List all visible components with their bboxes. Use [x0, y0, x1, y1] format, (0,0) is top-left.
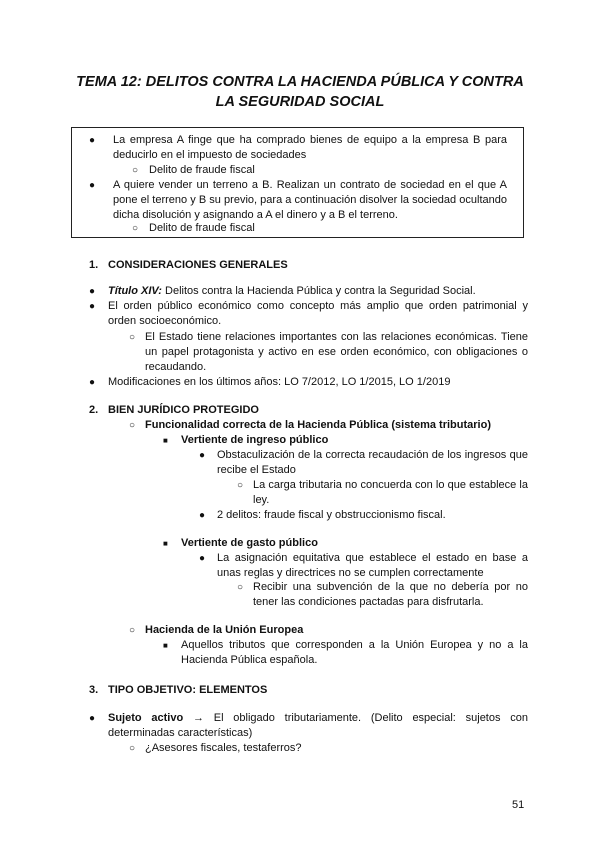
bullet-dot-icon: ●	[89, 286, 96, 297]
bullet-dot-icon: ●	[89, 180, 96, 191]
page-number: 51	[512, 799, 525, 811]
bullet-dot-icon: ●	[89, 301, 96, 312]
bullet-dot-icon: ●	[199, 553, 206, 564]
ingreso-bullet-2: 2 delitos: fraude fiscal y obstruccionismo fiscal.	[217, 509, 446, 521]
ingreso-bullet-1-sub: La carga tributaria no concuerda con lo que establece la ley.	[253, 479, 528, 506]
box-item-2: A quiere vender un terreno a B. Realizan un contrato de sociedad en el que A pone el terreno y B su previo, para a continuación disolver la sociedad ocultando dicha disolución y asignando a A el dinero y a B el terreno.	[113, 179, 507, 221]
bullet-circle-icon: ○	[237, 582, 244, 593]
section-3-heading: TIPO OBJETIVO: ELEMENTOS	[108, 684, 268, 696]
bullet-circle-icon: ○	[132, 165, 139, 176]
section-2-heading: BIEN JURÍDICO PROTEGIDO	[108, 404, 259, 416]
bullet-circle-icon: ○	[237, 480, 244, 491]
sujeto-label: Sujeto activo	[108, 712, 184, 724]
ue-heading: Hacienda de la Unión Europea	[145, 624, 304, 636]
bullet-circle-icon: ○	[129, 743, 136, 754]
bullet-dot-icon: ●	[199, 510, 206, 521]
gasto-heading: Vertiente de gasto público	[181, 537, 318, 549]
box-item-1: La empresa A finge que ha comprado bienes de equipo a la empresa B para deducirlo en el impuesto de sociedades	[113, 134, 507, 161]
bullet-square-icon: ■	[163, 436, 168, 445]
section-1-heading: CONSIDERACIONES GENERALES	[108, 259, 288, 271]
title-line-2: LA SEGURIDAD SOCIAL	[215, 94, 385, 110]
box-item-2-sub: Delito de fraude fiscal	[149, 222, 255, 234]
bullet-dot-icon: ●	[89, 377, 96, 388]
funcionalidad-heading: Funcionalidad correcta de la Hacienda Pública (sistema tributario)	[145, 419, 491, 431]
box-item-1-sub: Delito de fraude fiscal	[149, 164, 255, 176]
bullet-circle-icon: ○	[129, 420, 136, 431]
bullet-dot-icon: ●	[89, 713, 96, 724]
gasto-bullet-1-sub: Recibir una subvención de la que no debería por no tener las condiciones pactadas para disfrutarla.	[253, 581, 528, 608]
bullet-square-icon: ■	[163, 641, 168, 650]
ingreso-bullet-1: Obstaculización de la correcta recaudación de los ingresos que recibe el Estado	[217, 449, 528, 476]
bullet-square-icon: ■	[163, 539, 168, 548]
titulo-label: Título XIV:	[108, 285, 162, 297]
section-1-bullet-1	[108, 284, 528, 299]
section-1-bullet-2-sub: El Estado tiene relaciones importantes con las relaciones económicas. Tiene un papel protagonista y activo en ese orden económico, con obligaciones o recaudando.	[145, 331, 528, 373]
sujeto-text: → El obligado tributariamente. (Delito especial: sujetos con determinadas características)	[108, 712, 528, 739]
gasto-bullet-1: La asignación equitativa que establece el estado en base a unas reglas y directrices no se cumplen correctamente	[217, 552, 528, 579]
section-2-number: 2.	[89, 404, 99, 416]
bullet-circle-icon: ○	[132, 223, 139, 234]
section-3-number: 3.	[89, 684, 99, 696]
ue-bullet-1: Aquellos tributos que corresponden a la Unión Europea y no a la Hacienda Pública española.	[181, 639, 528, 666]
sujeto-activo-bullet	[108, 711, 528, 741]
bullet-dot-icon: ●	[89, 135, 96, 146]
section-1-number: 1.	[89, 259, 99, 271]
ingreso-heading: Vertiente de ingreso público	[181, 434, 329, 446]
bullet-dot-icon: ●	[199, 450, 206, 461]
bullet-circle-icon: ○	[129, 625, 136, 636]
bullet-circle-icon: ○	[129, 332, 136, 343]
sujeto-sub: ¿Asesores fiscales, testaferros?	[145, 742, 302, 754]
titulo-text: Delitos contra la Hacienda Pública y contra la Seguridad Social.	[165, 285, 476, 297]
page-title	[60, 72, 540, 112]
section-1-bullet-2: El orden público económico como concepto más amplio que orden patrimonial y orden socioeconómico.	[108, 300, 528, 327]
title-line-1: TEMA 12: DELITOS CONTRA LA HACIENDA PÚBLICA Y CONTRA	[76, 74, 524, 90]
section-1-bullet-3: Modificaciones en los últimos años: LO 7/2012, LO 1/2015, LO 1/2019	[108, 376, 451, 388]
